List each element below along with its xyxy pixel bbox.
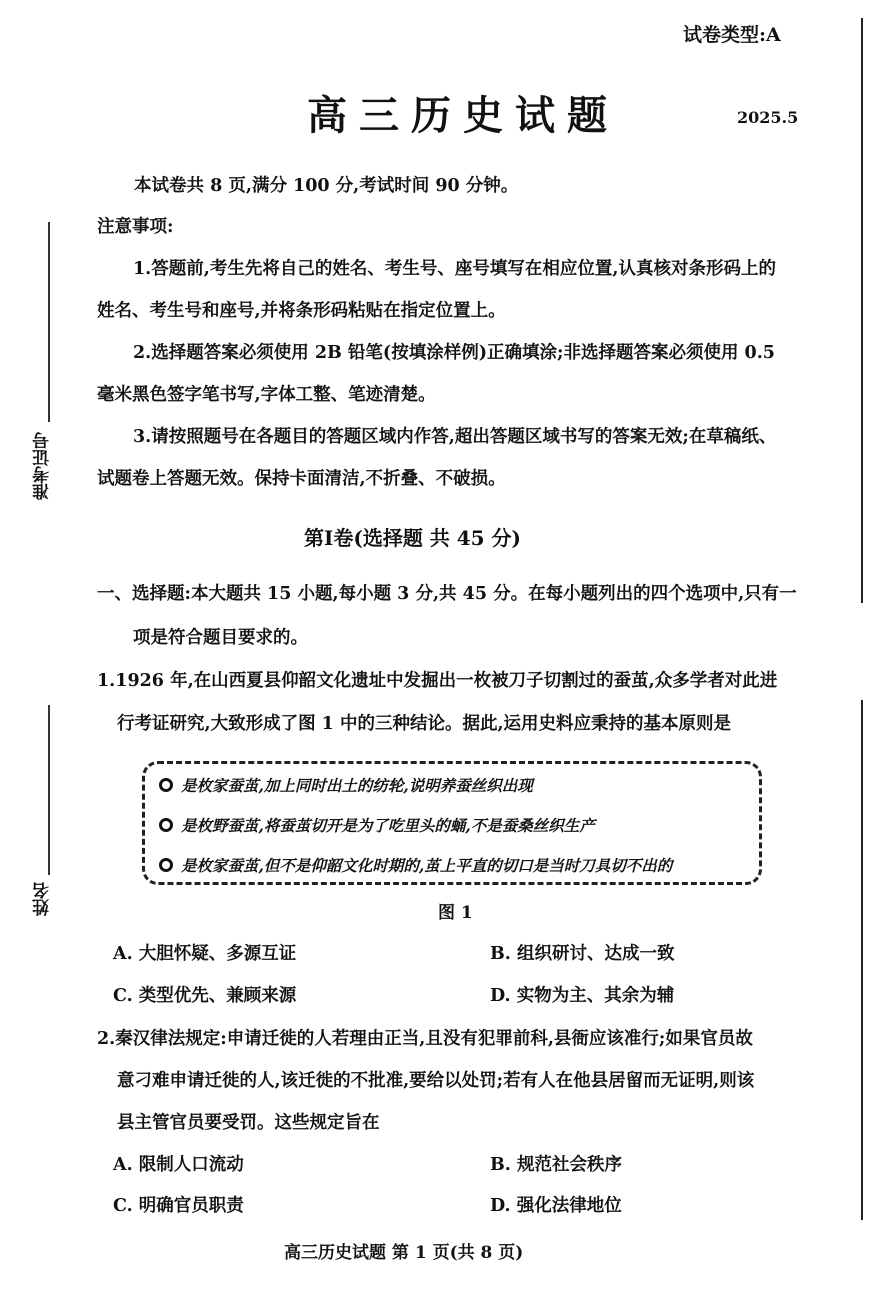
notice-heading: 注意事项:: [97, 217, 174, 237]
figure-item-1: [159, 774, 533, 796]
binding-line-top: [861, 18, 863, 603]
q2-stem-line1: 2.秦汉律法规定:申请迁徙的人若理由正当,且没有犯罪前科,县衙应该准行;如果官员故: [97, 1029, 753, 1049]
page-title: 高三历史试题: [307, 92, 619, 139]
q1-option-c: C. 类型优先、兼顾来源: [113, 986, 297, 1006]
q2-option-b: B. 规范社会秩序: [490, 1155, 622, 1175]
name-label: 姓名: [33, 882, 53, 916]
q2-option-a: A. 限制人口流动: [113, 1155, 244, 1175]
notice-item-2-line1: 2.选择题答案必须使用 2B 铅笔(按填涂样例)正确填涂;非选择题答案必须使用 0.5: [133, 343, 775, 363]
figure-item-text: 是枚家蚕茧,加上同时出土的纺轮,说明养蚕丝织出现: [181, 776, 533, 795]
notice-item-2-line2: 毫米黑色签字笔书写,字体工整、笔迹清楚。: [97, 385, 436, 405]
section-title: 第Ⅰ卷(选择题 共 45 分): [304, 526, 522, 550]
binding-line-bottom: [861, 700, 863, 1220]
bullet-circle-icon: [159, 778, 173, 792]
notice-item-3-line2: 试题卷上答题无效。保持卡面清洁,不折叠、不破损。: [97, 469, 506, 489]
section-instruction-line2: 项是符合题目要求的。: [133, 628, 308, 648]
page-footer: 高三历史试题 第 1 页(共 8 页): [284, 1243, 524, 1263]
q1-option-a: A. 大胆怀疑、多源互证: [113, 944, 297, 964]
q1-stem-line2: 行考证研究,大致形成了图 1 中的三种结论。据此,运用史料应秉持的基本原则是: [117, 714, 732, 734]
notice-item-1-line2: 姓名、考生号和座号,并将条形码粘贴在指定位置上。: [97, 301, 506, 321]
figure-item-3: [159, 854, 672, 876]
figure-item-2: [159, 814, 595, 836]
notice-item-1-line1: 1.答题前,考生先将自己的姓名、考生号、座号填写在相应位置,认真核对条形码上的: [133, 259, 776, 279]
figure-item-text: 是枚家蚕茧,但不是仰韶文化时期的,茧上平直的切口是当时刀具切不出的: [181, 856, 673, 875]
exam-id-underline: [48, 222, 50, 422]
exam-id-label: 准考证号: [33, 432, 53, 500]
exam-date: 2025.5: [737, 108, 799, 127]
q1-option-b: B. 组织研讨、达成一致: [490, 944, 675, 964]
paper-type: 试卷类型:A: [683, 24, 781, 46]
q2-option-c: C. 明确官员职责: [113, 1196, 244, 1216]
bullet-circle-icon: [159, 858, 173, 872]
q2-stem-line2: 意刁难申请迁徙的人,该迁徙的不批准,要给以处罚;若有人在他县居留而无证明,则该: [117, 1071, 755, 1091]
q1-option-d: D. 实物为主、其余为辅: [490, 986, 675, 1006]
notice-item-3-line1: 3.请按照题号在各题目的答题区域内作答,超出答题区域书写的答案无效;在草稿纸、: [133, 427, 777, 447]
q2-stem-line3: 县主管官员要受罚。这些规定旨在: [117, 1113, 380, 1133]
figure-1-box: [142, 761, 762, 885]
figure-caption: 图 1: [438, 903, 473, 923]
figure-item-text: 是枚野蚕茧,将蚕茧切开是为了吃里头的蛹,不是蚕桑丝织生产: [181, 816, 595, 835]
bullet-circle-icon: [159, 818, 173, 832]
name-underline: [48, 705, 50, 875]
intro-text: 本试卷共 8 页,满分 100 分,考试时间 90 分钟。: [134, 176, 519, 196]
q2-option-d: D. 强化法律地位: [490, 1196, 622, 1216]
section-instruction-line1: 一、选择题:本大题共 15 小题,每小题 3 分,共 45 分。在每小题列出的四个选项中,只有一: [97, 584, 797, 604]
q1-stem-line1: 1.1926 年,在山西夏县仰韶文化遗址中发掘出一枚被刀子切割过的蚕茧,众多学者对此进: [97, 671, 778, 691]
